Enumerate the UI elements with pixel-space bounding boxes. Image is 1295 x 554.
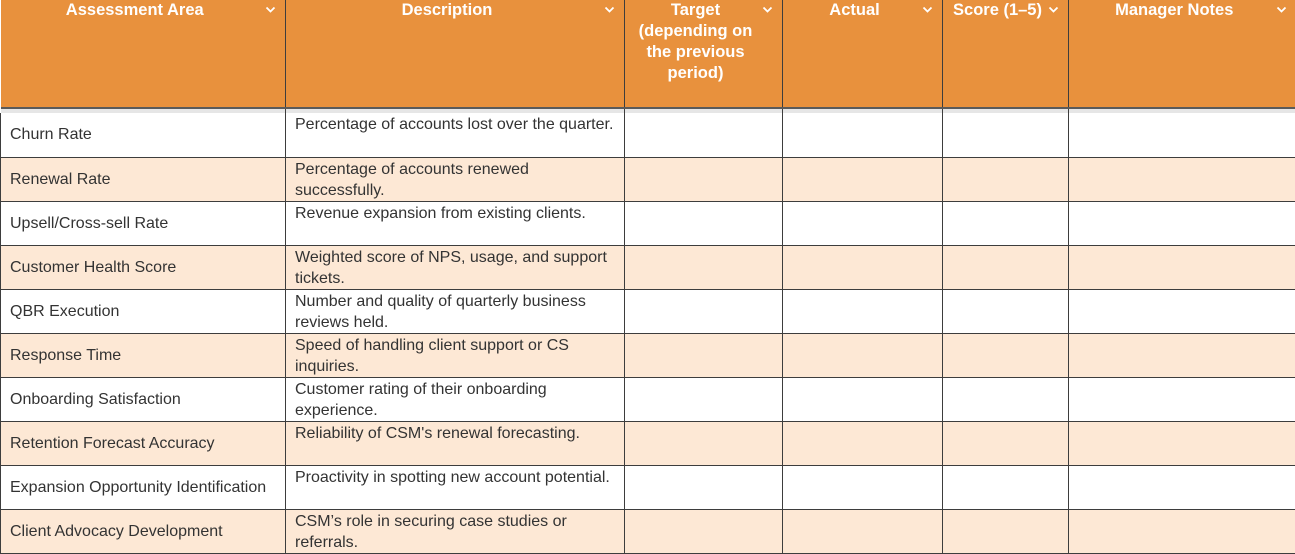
actual-cell[interactable]: [783, 245, 943, 289]
manager-notes-cell[interactable]: [1069, 421, 1295, 465]
actual-cell[interactable]: [783, 421, 943, 465]
description-cell[interactable]: Revenue expansion from existing clients.: [286, 201, 625, 245]
manager-notes-cell[interactable]: [1069, 333, 1295, 377]
assessment-area-cell[interactable]: Customer Health Score: [1, 245, 286, 289]
description-cell[interactable]: Number and quality of quarterly business reviews held.: [286, 289, 625, 333]
column-header-label: Description: [292, 0, 602, 21]
target-cell[interactable]: [625, 245, 783, 289]
table-row: [1, 509, 1295, 553]
actual-cell[interactable]: [783, 113, 943, 157]
assessment-area-cell[interactable]: Client Advocacy Development: [1, 509, 286, 553]
chevron-down-icon[interactable]: [922, 4, 933, 15]
score-cell[interactable]: [943, 377, 1069, 421]
column-header-label: Score (1–5): [949, 0, 1046, 21]
target-cell[interactable]: [625, 421, 783, 465]
score-cell[interactable]: [943, 113, 1069, 157]
table-row: [1, 157, 1295, 201]
assessment-area-cell[interactable]: Expansion Opportunity Identification: [1, 465, 286, 509]
target-cell[interactable]: [625, 289, 783, 333]
table-row: [1, 201, 1295, 245]
assessment-area-cell[interactable]: Onboarding Satisfaction: [1, 377, 286, 421]
actual-cell[interactable]: [783, 509, 943, 553]
column-header-actual[interactable]: [783, 0, 943, 108]
score-cell[interactable]: [943, 201, 1069, 245]
description-cell[interactable]: Proactivity in spotting new account potential.: [286, 465, 625, 509]
column-header-description[interactable]: [286, 0, 625, 108]
chevron-down-icon[interactable]: [762, 4, 773, 15]
column-header-assessment-area[interactable]: [1, 0, 286, 108]
manager-notes-cell[interactable]: [1069, 377, 1295, 421]
chevron-down-icon[interactable]: [265, 4, 276, 15]
target-cell[interactable]: [625, 113, 783, 157]
manager-notes-cell[interactable]: [1069, 465, 1295, 509]
actual-cell[interactable]: [783, 201, 943, 245]
assessment-area-cell[interactable]: Response Time: [1, 333, 286, 377]
manager-notes-cell[interactable]: [1069, 509, 1295, 553]
actual-cell[interactable]: [783, 377, 943, 421]
column-header-target[interactable]: [625, 0, 783, 108]
assessment-area-cell[interactable]: Upsell/Cross-sell Rate: [1, 201, 286, 245]
chevron-down-icon[interactable]: [604, 4, 615, 15]
table-row: [1, 377, 1295, 421]
score-cell[interactable]: [943, 465, 1069, 509]
actual-cell[interactable]: [783, 465, 943, 509]
actual-cell[interactable]: [783, 157, 943, 201]
score-cell[interactable]: [943, 333, 1069, 377]
chevron-down-icon[interactable]: [1048, 4, 1059, 15]
chevron-down-icon[interactable]: [1276, 4, 1287, 15]
assessment-area-cell[interactable]: Retention Forecast Accuracy: [1, 421, 286, 465]
description-cell[interactable]: Reliability of CSM's renewal forecasting.: [286, 421, 625, 465]
assessment-area-cell[interactable]: Churn Rate: [1, 113, 286, 157]
target-cell[interactable]: [625, 509, 783, 553]
header-row: [1, 0, 1295, 108]
manager-notes-cell[interactable]: [1069, 245, 1295, 289]
actual-cell[interactable]: [783, 289, 943, 333]
manager-notes-cell[interactable]: [1069, 157, 1295, 201]
score-cell[interactable]: [943, 509, 1069, 553]
column-header-label: Manager Notes: [1075, 0, 1274, 21]
table-row: [1, 421, 1295, 465]
target-cell[interactable]: [625, 201, 783, 245]
score-cell[interactable]: [943, 157, 1069, 201]
assessment-area-cell[interactable]: Renewal Rate: [1, 157, 286, 201]
table-row: [1, 333, 1295, 377]
actual-cell[interactable]: [783, 333, 943, 377]
column-header-manager-notes[interactable]: [1069, 0, 1295, 108]
score-cell[interactable]: [943, 245, 1069, 289]
target-cell[interactable]: [625, 157, 783, 201]
description-cell[interactable]: Weighted score of NPS, usage, and support tickets.: [286, 245, 625, 289]
column-header-label: Assessment Area: [7, 0, 264, 21]
table-row: [1, 113, 1295, 157]
score-cell[interactable]: [943, 421, 1069, 465]
assessment-area-cell[interactable]: QBR Execution: [1, 289, 286, 333]
table-row: [1, 465, 1295, 509]
target-cell[interactable]: [625, 465, 783, 509]
manager-notes-cell[interactable]: [1069, 113, 1295, 157]
column-header-label: Actual: [789, 0, 920, 21]
score-cell[interactable]: [943, 289, 1069, 333]
description-cell[interactable]: Percentage of accounts renewed successfully.: [286, 157, 625, 201]
description-cell[interactable]: Customer rating of their onboarding experience.: [286, 377, 625, 421]
description-cell[interactable]: Speed of handling client support or CS inquiries.: [286, 333, 625, 377]
column-header-score[interactable]: [943, 0, 1069, 108]
manager-notes-cell[interactable]: [1069, 289, 1295, 333]
table-row: [1, 289, 1295, 333]
table-row: [1, 245, 1295, 289]
description-cell[interactable]: Percentage of accounts lost over the quarter.: [286, 113, 625, 157]
description-cell[interactable]: CSM’s role in securing case studies or referrals.: [286, 509, 625, 553]
manager-notes-cell[interactable]: [1069, 201, 1295, 245]
column-header-label: Target (depending on the previous period): [631, 0, 760, 84]
target-cell[interactable]: [625, 333, 783, 377]
target-cell[interactable]: [625, 377, 783, 421]
